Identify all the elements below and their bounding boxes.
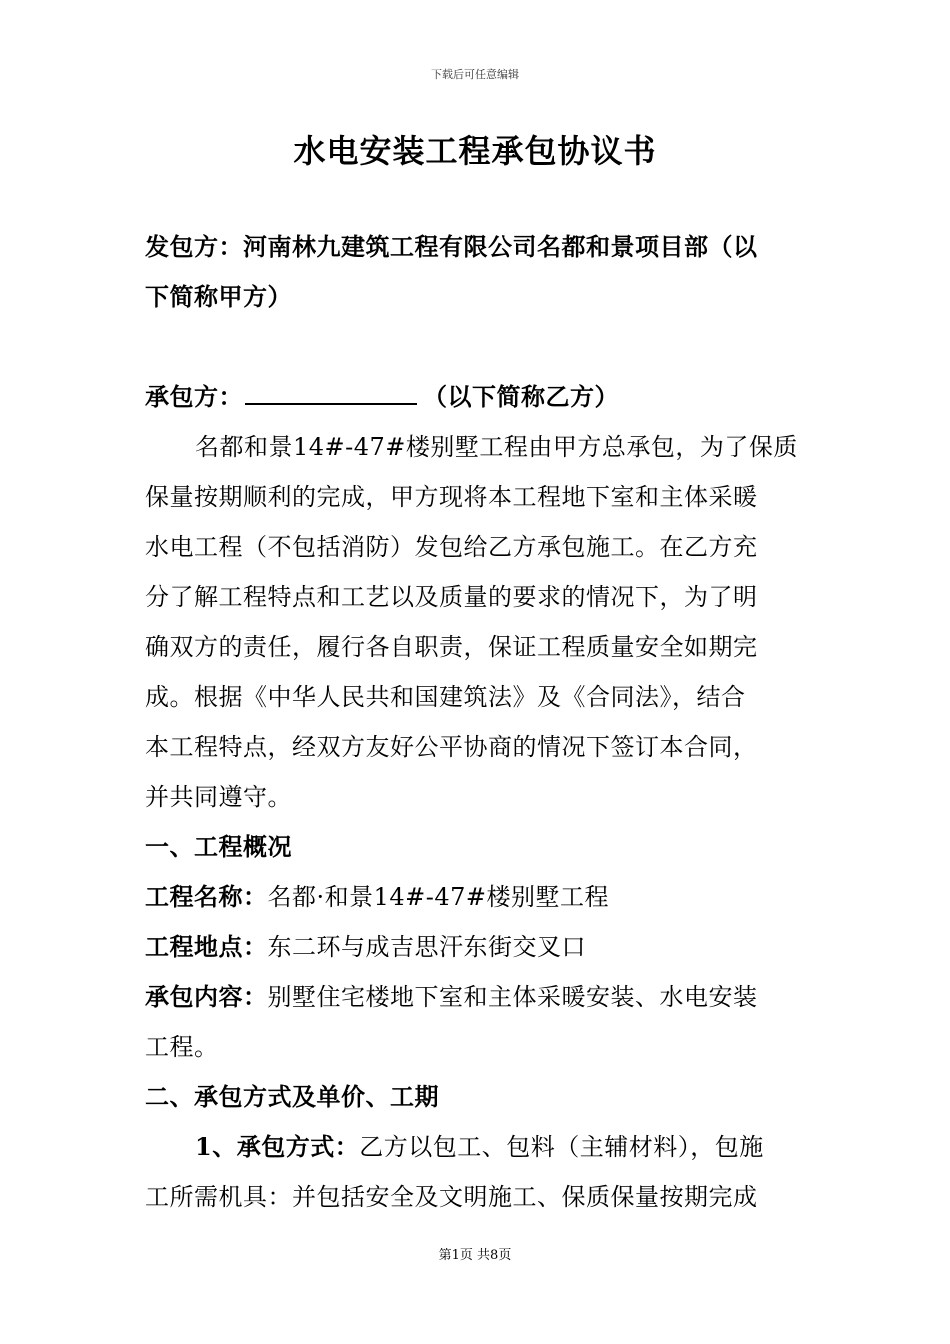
intro-line: 成。根据《中华人民共和国建筑法》及《合同法》，结合 xyxy=(145,683,746,711)
contractor-suffix: （以下简称乙方） xyxy=(423,382,619,411)
intro-line: 水电工程（不包括消防）发包给乙方承包施工。在乙方充 xyxy=(145,533,758,561)
intro-line: 保量按期顺利的完成，甲方现将本工程地下室和主体采暖 xyxy=(145,483,758,511)
section1-heading: 一、工程概况 xyxy=(145,832,292,861)
intro-line: 本工程特点，经双方友好公平协商的情况下签订本合同， xyxy=(145,733,758,761)
contract-content-value: 别墅住宅楼地下室和主体采暖安装、水电安装 xyxy=(267,983,758,1011)
intro-line: 确双方的责任，履行各自职责，保证工程质量安全如期完 xyxy=(145,633,758,661)
employer-line-2: 下简称甲方） xyxy=(145,282,292,311)
contractor-label: 承包方： xyxy=(145,382,243,411)
project-name-value: 名都·和景14#-47#楼别墅工程 xyxy=(267,883,610,911)
project-name-line xyxy=(145,872,810,922)
contract-method-line-2: 工所需机具：并包括安全及文明施工、保质保量按期完成 xyxy=(145,1183,758,1211)
employer-line-1: 发包方：河南林九建筑工程有限公司名都和景项目部（以 xyxy=(145,232,758,261)
contractor-line xyxy=(145,372,810,422)
contractor-blank-field xyxy=(245,375,417,405)
contract-method-value: 乙方以包工、包料（主辅材料），包施 xyxy=(359,1133,764,1161)
project-location-value: 东二环与成吉思汗东街交叉口 xyxy=(267,933,586,961)
contract-content-label: 承包内容： xyxy=(145,982,268,1011)
header-note: 下载后可任意编辑 xyxy=(431,68,519,81)
project-location-label: 工程地点： xyxy=(145,932,268,961)
intro-line: 分了解工程特点和工艺以及质量的要求的情况下，为了明 xyxy=(145,583,758,611)
page-number: 第1页 共8页 xyxy=(438,1248,512,1263)
section2-heading: 二、承包方式及单价、工期 xyxy=(145,1082,439,1111)
contract-content-line xyxy=(145,972,810,1022)
intro-line: 并共同遵守。 xyxy=(145,783,292,811)
contract-content-line-2: 工程。 xyxy=(145,1033,219,1061)
project-name-label: 工程名称： xyxy=(145,882,268,911)
contract-method-label: 1、承包方式： xyxy=(195,1132,360,1161)
contract-method-line xyxy=(145,1122,860,1172)
document-title: 水电安装工程承包协议书 xyxy=(293,132,657,170)
project-location-line xyxy=(145,922,810,972)
intro-line: 名都和景14#-47#楼别墅工程由甲方总承包，为了保质 xyxy=(195,433,798,461)
